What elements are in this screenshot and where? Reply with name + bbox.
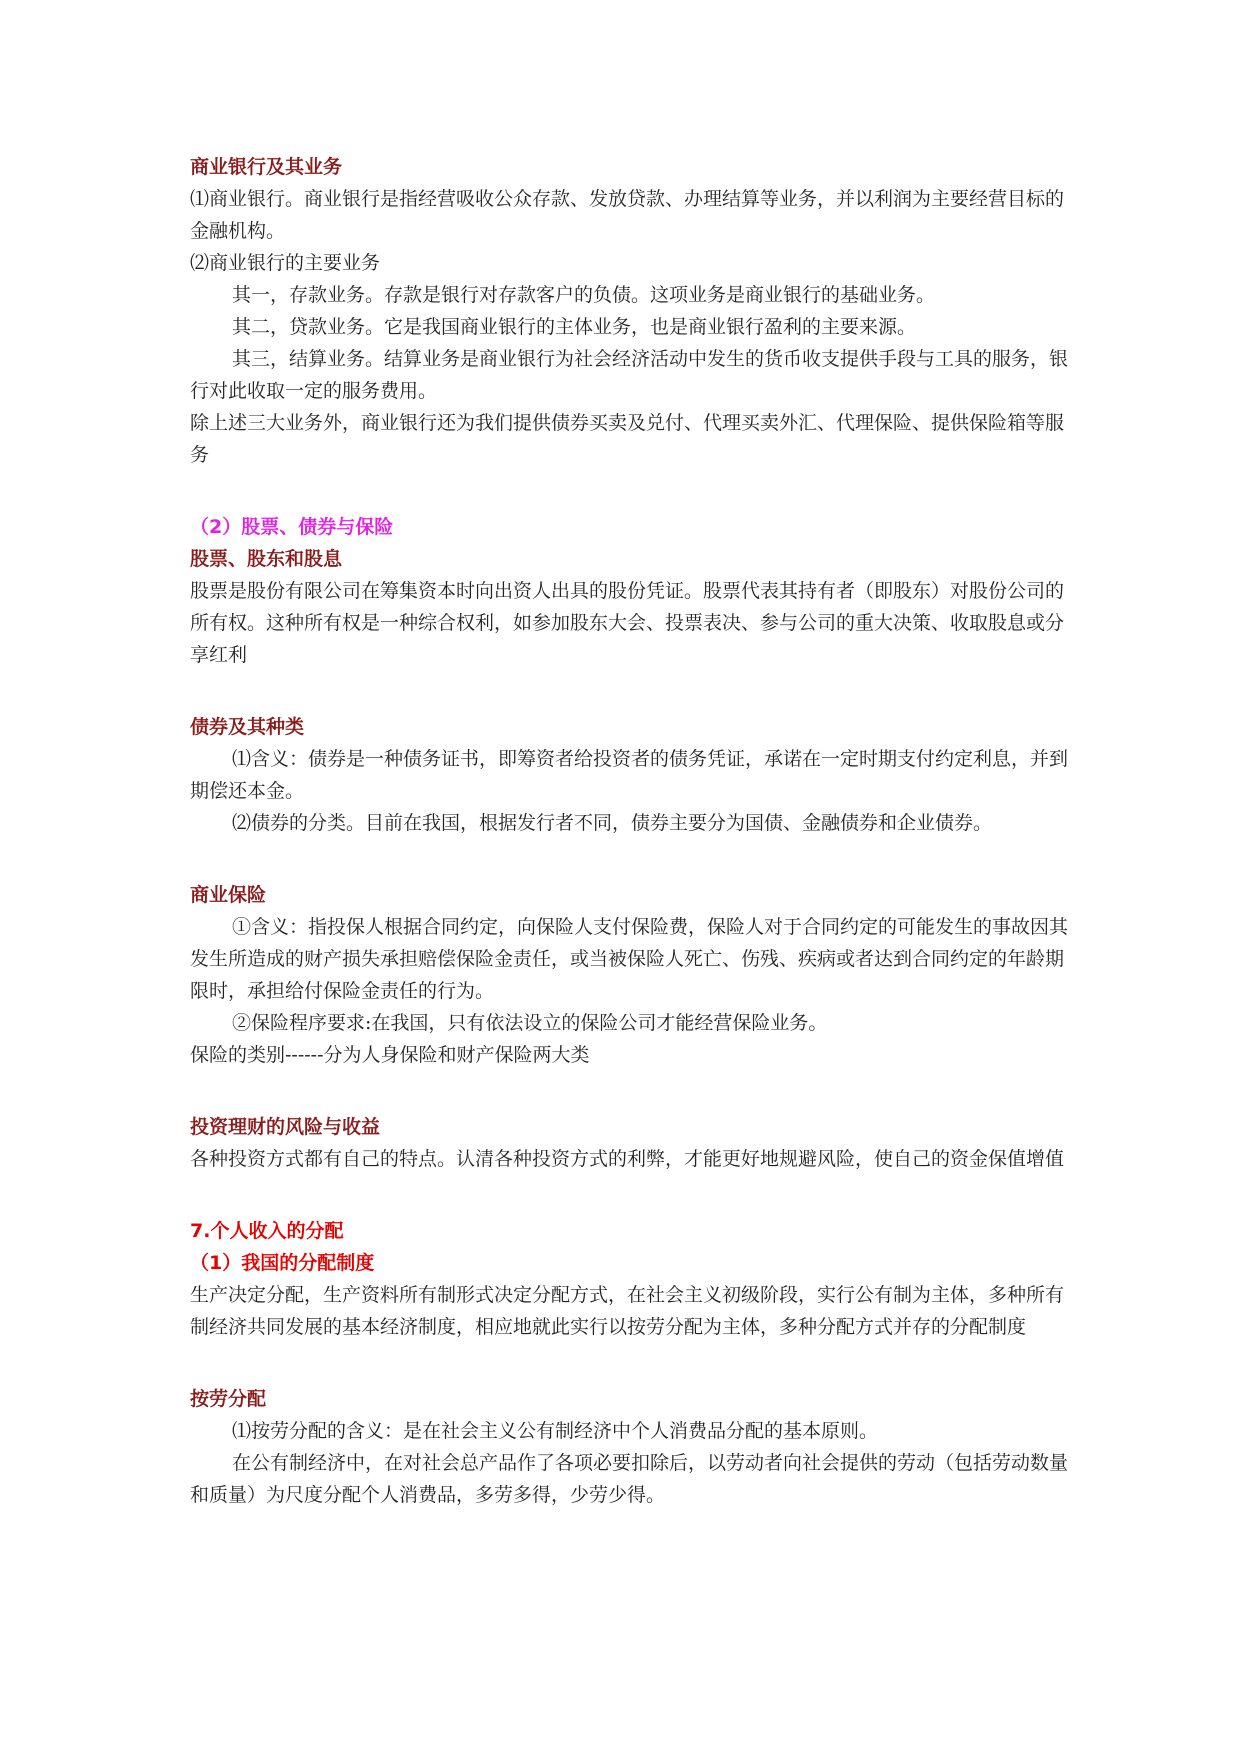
paragraph: 除上述三大业务外，商业银行还为我们提供债券买卖及兑付、代理买卖外汇、代理保险、提供保险箱等服务 [190,412,1065,466]
section-heading-bonds: 债券及其种类 [190,716,305,738]
document-body [190,151,1070,1511]
section-heading-insurance: 商业保险 [190,884,267,906]
section-heading-investment-risk: 投资理财的风险与收益 [190,1116,381,1138]
paragraph: ⑴商业银行。商业银行是指经营吸收公众存款、发放贷款、办理结算等业务，并以利润为主要经营目标的金融机构。 [190,188,1065,242]
subsection-heading-stocks: 股票、股东和股息 [190,548,343,570]
section-heading-distribution-by-labor: 按劳分配 [190,1388,267,1410]
paragraph: 其二，贷款业务。它是我国商业银行的主体业务，也是商业银行盈利的主要来源。 [232,316,917,338]
subsection-heading-distribution-system: （1）我国的分配制度 [190,1252,375,1274]
paragraph: 其一，存款业务。存款是银行对存款客户的负债。这项业务是商业银行的基础业务。 [232,284,936,306]
paragraph: ⑴按劳分配的含义：是在社会主义公有制经济中个人消费品分配的基本原则。 [232,1420,879,1442]
paragraph: 股票是股份有限公司在筹集资本时向出资人出具的股份凭证。股票代表其持有者（即股东）对股份公司的所有权。这种所有权是一种综合权利，如参加股东大会、投票表决、参与公司的重大决策、收取股息或分享红利 [190,580,1065,666]
paragraph: ①含义：指投保人根据合同约定，向保险人支付保险费，保险人对于合同约定的可能发生的事故因其发生所造成的财产损失承担赔偿保险金责任，或当被保险人死亡、伤残、疾病或者达到合同约定的年龄期限时，承担给付保险金责任的行为。 [190,916,1069,1002]
section-heading-income-distribution: 7.个人收入的分配 [190,1220,344,1242]
section-heading-stocks-bonds-insurance: （2）股票、债券与保险 [190,516,394,538]
paragraph: ⑵商业银行的主要业务 [190,252,381,274]
paragraph: ⑵债券的分类。目前在我国，根据发行者不同，债券主要分为国债、金融债券和企业债券。 [232,812,993,834]
paragraph: 保险的类别------分为人身保险和财产保险两大类 [190,1044,590,1066]
paragraph: 生产决定分配，生产资料所有制形式决定分配方式，在社会主义初级阶段，实行公有制为主体，多种所有制经济共同发展的基本经济制度，相应地就此实行以按劳分配为主体，多种分配方式并存的分配制度 [190,1284,1065,1338]
paragraph: 其三，结算业务。结算业务是商业银行为社会经济活动中发生的货币收支提供手段与工具的服务，银行对此收取一定的服务费用。 [190,348,1069,402]
paragraph: ⑴含义：债券是一种债务证书，即筹资者给投资者的债务凭证，承诺在一定时期支付约定利息，并到期偿还本金。 [190,748,1069,802]
paragraph: 在公有制经济中，在对社会总产品作了各项必要扣除后，以劳动者向社会提供的劳动（包括劳动数量和质量）为尺度分配个人消费品，多劳多得，少劳少得。 [190,1452,1069,1506]
section-heading-commercial-bank: 商业银行及其业务 [190,156,343,178]
paragraph: 各种投资方式都有自己的特点。认清各种投资方式的利弊，才能更好地规避风险，使自己的资金保值增值 [190,1148,1065,1170]
paragraph: ②保险程序要求:在我国，只有依法设立的保险公司才能经营保险业务。 [232,1012,828,1034]
